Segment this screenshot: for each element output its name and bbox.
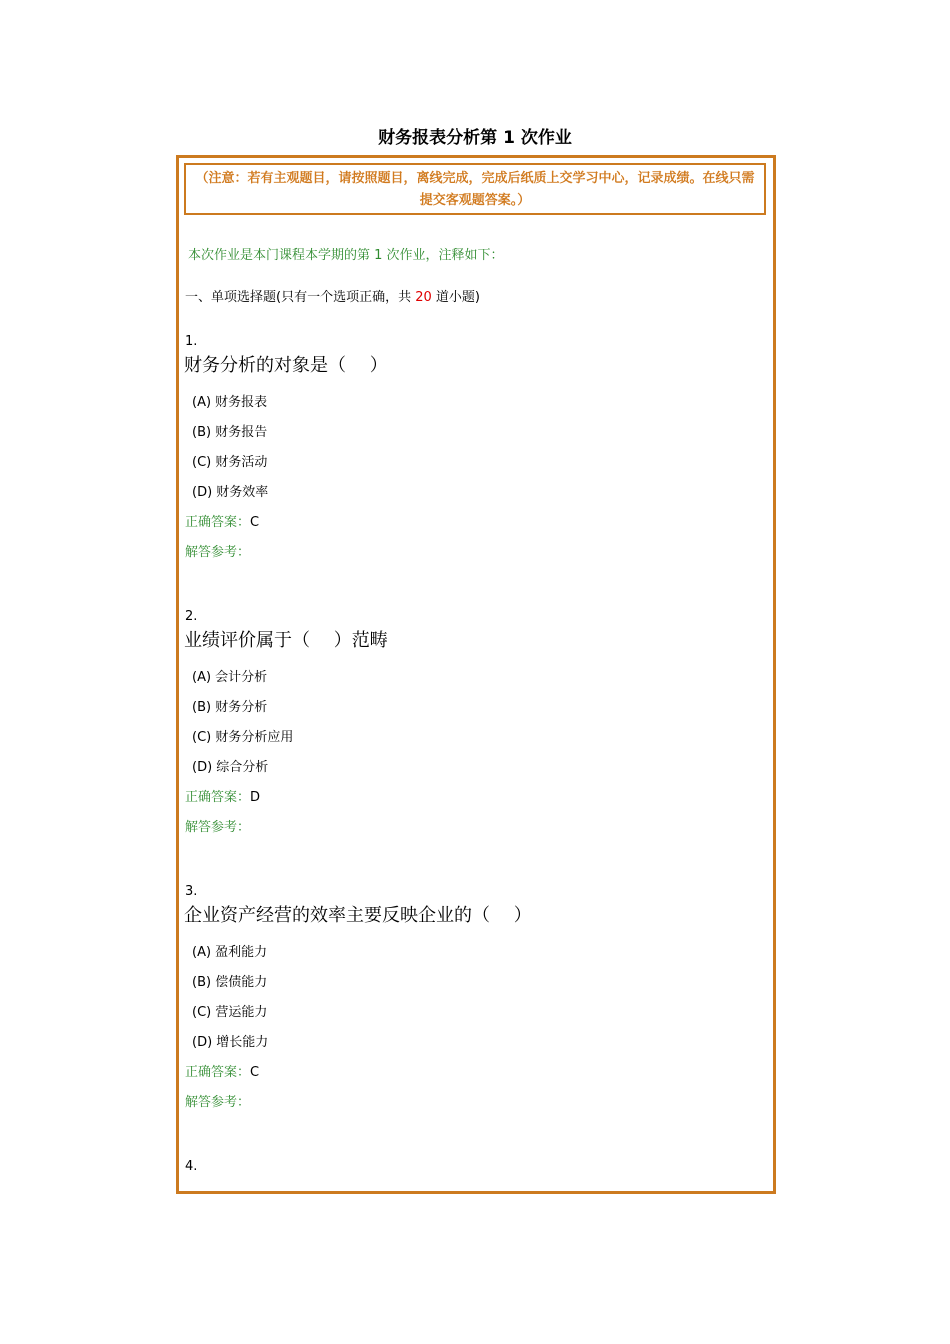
section-heading [185,289,480,307]
option-c[interactable]: (C) 财务分析应用 [192,730,294,745]
option-c[interactable]: (C) 财务活动 [192,455,268,470]
option-b[interactable]: (B) 偿债能力 [192,975,268,990]
notice-box: （注意：若有主观题目，请按照题目，离线完成，完成后纸质上交学习中心，记录成绩。在线只需提交客观题答案。） [184,163,766,215]
option-a[interactable]: (A) 财务报表 [192,395,268,410]
option-a[interactable]: (A) 盈利能力 [192,945,268,960]
correct-answer [185,789,260,807]
assignment-frame [176,155,776,1194]
option-b[interactable]: (B) 财务分析 [192,700,268,715]
question-number: 3. [185,884,198,899]
answer-reference: 解答参考： [185,545,251,560]
question-number: 1. [185,334,198,349]
answer-value: C [250,515,260,530]
question-number: 2. [185,609,198,624]
document-title: 财务报表分析第 1 次作业 [378,128,572,148]
answer-value: C [250,1065,260,1080]
question-text: 企业资产经营的效率主要反映企业的（ ） [184,905,532,926]
section-suffix: 道小题) [431,290,480,305]
answer-label: 正确答案： [185,1065,251,1080]
correct-answer [185,514,259,532]
question-number: 4. [185,1159,198,1174]
option-b[interactable]: (B) 财务报告 [192,425,268,440]
question-text: 财务分析的对象是（ ） [184,355,388,376]
answer-reference: 解答参考： [185,820,251,835]
intro-text: 本次作业是本门课程本学期的第 1 次作业，注释如下： [188,248,504,263]
option-c[interactable]: (C) 营运能力 [192,1005,268,1020]
option-d[interactable]: (D) 综合分析 [192,760,269,775]
correct-answer [185,1064,259,1082]
option-a[interactable]: (A) 会计分析 [192,670,268,685]
option-d[interactable]: (D) 增长能力 [192,1035,269,1050]
answer-label: 正确答案： [185,515,251,530]
answer-value: D [250,790,261,805]
answer-reference: 解答参考： [185,1095,251,1110]
answer-label: 正确答案： [185,790,251,805]
question-count: 20 [415,290,432,305]
option-d[interactable]: (D) 财务效率 [192,485,269,500]
question-text: 业绩评价属于（ ）范畴 [184,630,388,651]
section-prefix: 一、单项选择题(只有一个选项正确，共 [185,290,416,305]
